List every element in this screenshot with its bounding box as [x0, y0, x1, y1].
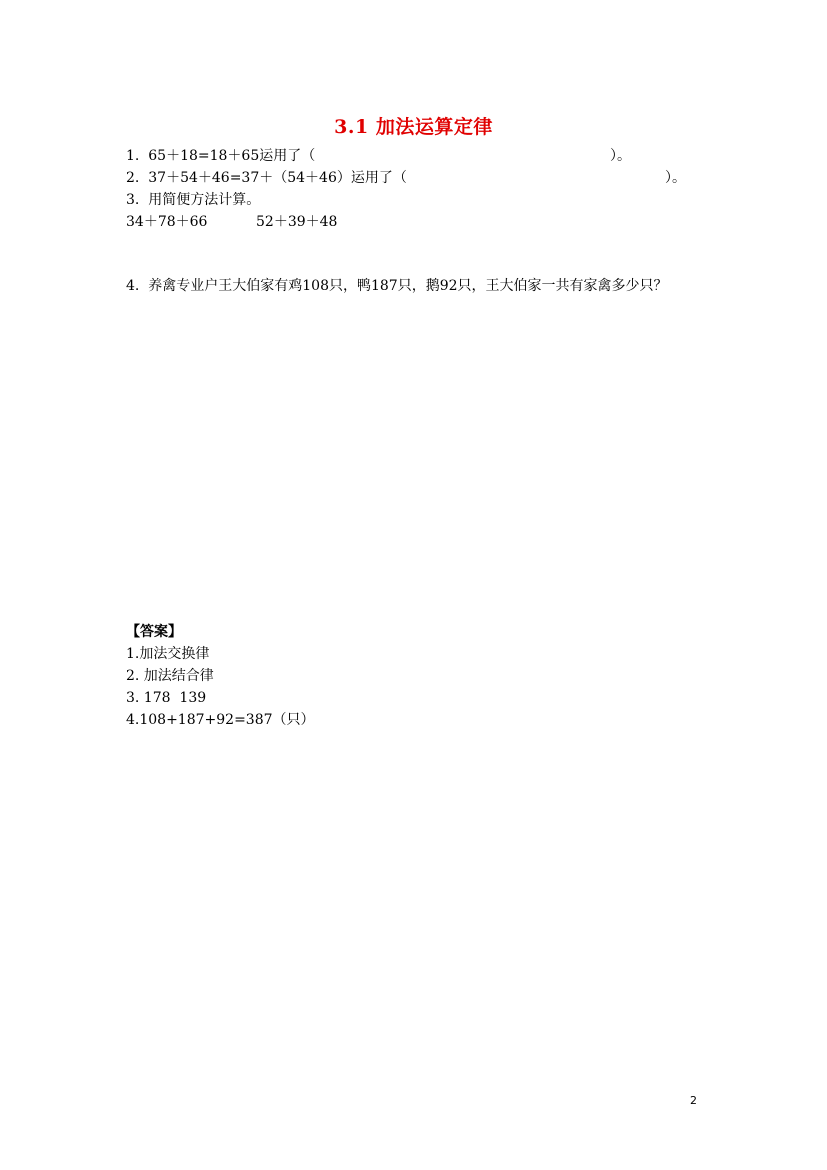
question-1: 1. 65＋18=18＋65运用了（: [126, 148, 316, 164]
answer-1: 1.加法交换律: [126, 646, 210, 662]
expression-1: 34＋78＋66: [126, 214, 208, 230]
answers-heading: 【答案】: [126, 624, 182, 640]
answer-2: 2. 加法结合律: [126, 668, 214, 684]
question-2-blank-close: ）。: [665, 170, 686, 186]
page-number: 2: [690, 1094, 697, 1107]
answer-4: 4.108+187+92=387（只）: [126, 712, 315, 728]
page-title: 3.1 加法运算定律: [334, 116, 493, 138]
question-1-blank-close: ）。: [610, 148, 631, 164]
expression-2: 52＋39＋48: [256, 214, 338, 230]
question-4: 4. 养禽专业户王大伯家有鸡108只，鸭187只，鹅92只，王大伯家一共有家禽多少只？: [126, 278, 668, 294]
question-3: 3. 用简便方法计算。: [126, 192, 261, 208]
question-2: 2. 37＋54＋46=37＋（54＋46）运用了（: [126, 170, 407, 186]
answer-3: 3. 178 139: [126, 690, 207, 706]
